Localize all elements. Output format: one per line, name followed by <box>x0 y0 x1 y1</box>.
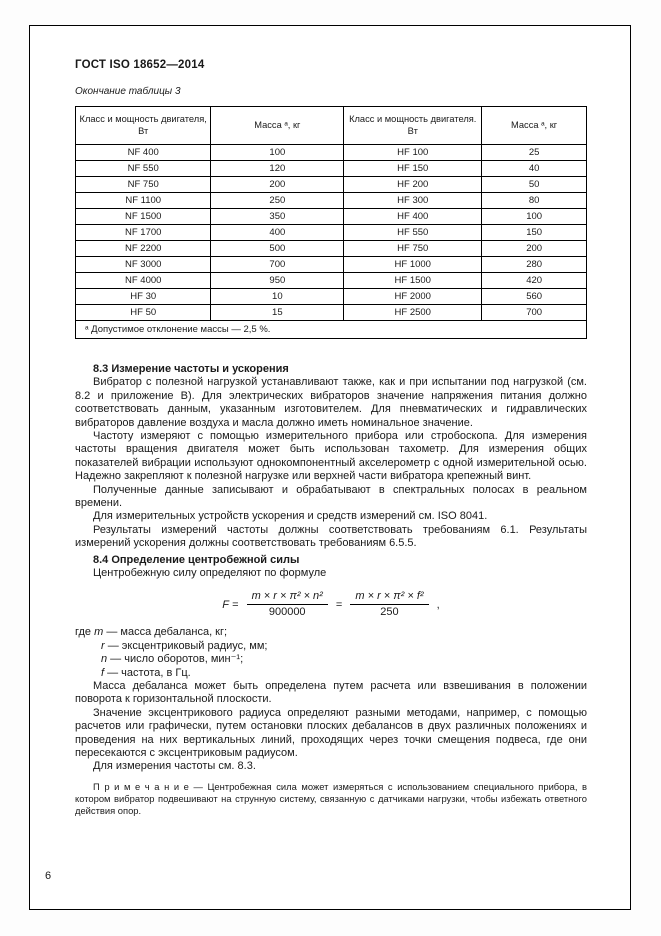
table-row <box>76 209 587 225</box>
table-header-row <box>76 107 587 145</box>
table-cell: NF 400 <box>76 145 211 161</box>
table-cell: HF 50 <box>76 305 211 321</box>
definition-term: m <box>94 626 104 639</box>
fraction-denominator: 250 <box>380 605 399 618</box>
table-caption: Окончание таблицы 3 <box>75 86 181 97</box>
table-cell: 15 <box>211 305 344 321</box>
table-row <box>76 145 587 161</box>
table-cell: 200 <box>211 177 344 193</box>
section-heading-8-3: 8.3 Измерение частоты и ускорения <box>93 363 289 375</box>
definition-term: f <box>101 666 105 679</box>
fraction-numerator: m × r × π² × f² <box>350 590 428 605</box>
table-cell: 150 <box>482 225 587 241</box>
mass-class-table <box>75 106 587 339</box>
table-cell: HF 1000 <box>344 257 482 273</box>
table-row <box>76 225 587 241</box>
section-8-4-paragraphs <box>75 680 587 774</box>
table-cell: NF 1700 <box>76 225 211 241</box>
paragraph: Для измерительных устройств ускорения и средств измерений см. ISO 8041. <box>93 510 488 523</box>
table-cell: HF 30 <box>76 289 211 305</box>
definition-term: n <box>101 653 108 666</box>
table-footer <box>76 321 587 339</box>
section-8-3 <box>75 363 587 551</box>
table-cell: HF 200 <box>344 177 482 193</box>
table-row <box>76 177 587 193</box>
paragraph: Вибратор с полезной нагрузкой устанавливают также, как и при испытании под нагрузкой (см. 8.2 и приложение В). Для электрических вибраторов значение напряжения питания должно соответствовать данным, указанным изготовителем. Для пневматических и гидравлических вибраторов давление воздуха и масла должно иметь номинальное значение. <box>75 376 587 429</box>
column-header: Класс и мощность двигателя. Вт <box>344 107 482 145</box>
paragraph: Для измерения частоты см. 8.3. <box>93 760 256 773</box>
table-cell: 700 <box>482 305 587 321</box>
table-cell: 50 <box>482 177 587 193</box>
table-cell: 10 <box>211 289 344 305</box>
paragraph: Результаты измерений частоты должны соответствовать требованиям 6.1. Результаты измерений ускорения должны соответствовать требованиям 6.5.5. <box>75 523 587 550</box>
centrifugal-force-formula <box>75 590 587 620</box>
table-footnote-row <box>76 321 587 339</box>
column-header: Масса ᵃ, кг <box>211 107 344 145</box>
table-row <box>76 273 587 289</box>
formula-fraction-2 <box>350 590 428 620</box>
definition-line: где m — масса дебаланса, кг; <box>75 626 228 639</box>
table-cell: HF 400 <box>344 209 482 225</box>
definition-term: r <box>101 639 105 652</box>
table-cell: HF 550 <box>344 225 482 241</box>
page-number: 6 <box>45 870 52 882</box>
table-cell: HF 150 <box>344 161 482 177</box>
table-cell: NF 3000 <box>76 257 211 273</box>
section-8-4 <box>75 554 587 818</box>
definition-line <box>75 653 587 666</box>
fraction-denominator: 900000 <box>268 605 306 618</box>
document-title: ГОСТ ISO 18652—2014 <box>75 59 205 71</box>
table-cell: 700 <box>211 257 344 273</box>
paragraph: Полученные данные записывают и обрабатывают в спектральных полосах в реальном времени. <box>75 483 587 510</box>
definition-line <box>75 640 587 653</box>
table-cell: HF 2500 <box>344 305 482 321</box>
column-header: Класс и мощность двигателя, Вт <box>76 107 211 145</box>
table-cell: 350 <box>211 209 344 225</box>
table-cell: NF 750 <box>76 177 211 193</box>
table-row <box>76 161 587 177</box>
table-cell: 100 <box>482 209 587 225</box>
table-row <box>76 305 587 321</box>
definition-text: — частота, в Гц. <box>104 666 191 679</box>
section-8-3-paragraphs <box>75 376 587 550</box>
document-page <box>29 25 631 910</box>
table-cell: HF 1500 <box>344 273 482 289</box>
definition-text: — масса дебаланса, кг; <box>103 626 228 639</box>
table-cell: NF 2200 <box>76 241 211 257</box>
definition-text: — число оборотов, мин⁻¹; <box>107 653 244 666</box>
note-paragraph: П р и м е ч а н и е — Центробежная сила может измеряться с использованием специального прибора, в котором вибратор подвешивают на струнную систему, связанную с датчиками нагрузки, чтобы избежать ответного действия опор. <box>75 780 587 817</box>
table-cell: 120 <box>211 161 344 177</box>
paragraph: Частоту измеряют с помощью измерительного прибора или стробоскопа. Для измерения частоты вращения двигателя может быть использован тахометр. Для измерения общих показателей вибрации используют однокомпонентный акселерометр с одной измерительной осью. Надежно закрепляют к полезной нагрузке или верхней части вибратора крепежный винт. <box>75 430 587 483</box>
formula-equals: = <box>232 598 239 611</box>
table-cell: 400 <box>211 225 344 241</box>
definition-text: — эксцентриковый радиус, мм; <box>104 639 268 652</box>
definition-line <box>75 667 587 680</box>
formula-definitions <box>75 626 587 680</box>
formula-intro: Центробежную силу определяют по формуле <box>93 567 327 580</box>
table-cell: NF 4000 <box>76 273 211 289</box>
table-cell: 280 <box>482 257 587 273</box>
table-cell: NF 550 <box>76 161 211 177</box>
table-row <box>76 257 587 273</box>
table-footnote: ᵃ Допустимое отклонение массы — 2,5 %. <box>76 321 587 339</box>
table-row <box>76 193 587 209</box>
table-body <box>76 145 587 321</box>
table-cell: 100 <box>211 145 344 161</box>
table-cell: NF 1100 <box>76 193 211 209</box>
table-cell: HF 300 <box>344 193 482 209</box>
table-cell: 950 <box>211 273 344 289</box>
paragraph: Масса дебаланса может быть определена путем расчета или взвешивания в положении поворота к горизонтальной плоскости. <box>75 679 587 706</box>
table-cell: HF 100 <box>344 145 482 161</box>
table-cell: 250 <box>211 193 344 209</box>
fraction-numerator: m × r × π² × n² <box>247 590 328 605</box>
table-cell: 560 <box>482 289 587 305</box>
table-row <box>76 289 587 305</box>
table-row <box>76 241 587 257</box>
table-cell: 25 <box>482 145 587 161</box>
section-heading-8-4: 8.4 Определение центробежной силы <box>93 553 300 566</box>
formula-lhs: F <box>222 598 230 611</box>
table-cell: 200 <box>482 241 587 257</box>
formula-equals: = <box>335 598 343 611</box>
table-cell: 40 <box>482 161 587 177</box>
table-cell: HF 2000 <box>344 289 482 305</box>
column-header: Масса ᵃ, кг <box>482 107 587 145</box>
table-cell: 500 <box>211 241 344 257</box>
paragraph: Значение эксцентрикового радиуса определяют разными методами, например, с помощью расчетов или графически, путем остановки плоских дебалансов в двух различных положениях и проведения на них вертикальных линий, проходящих через точки смещения подвеса, где они пересекаются с эксцентриковым радиусом. <box>75 706 587 759</box>
formula-tail: , <box>436 598 440 611</box>
table-header <box>76 107 587 145</box>
table-cell: 420 <box>482 273 587 289</box>
table-cell: NF 1500 <box>76 209 211 225</box>
table-cell: HF 750 <box>344 241 482 257</box>
table-cell: 80 <box>482 193 587 209</box>
formula-fraction-1 <box>247 590 328 620</box>
